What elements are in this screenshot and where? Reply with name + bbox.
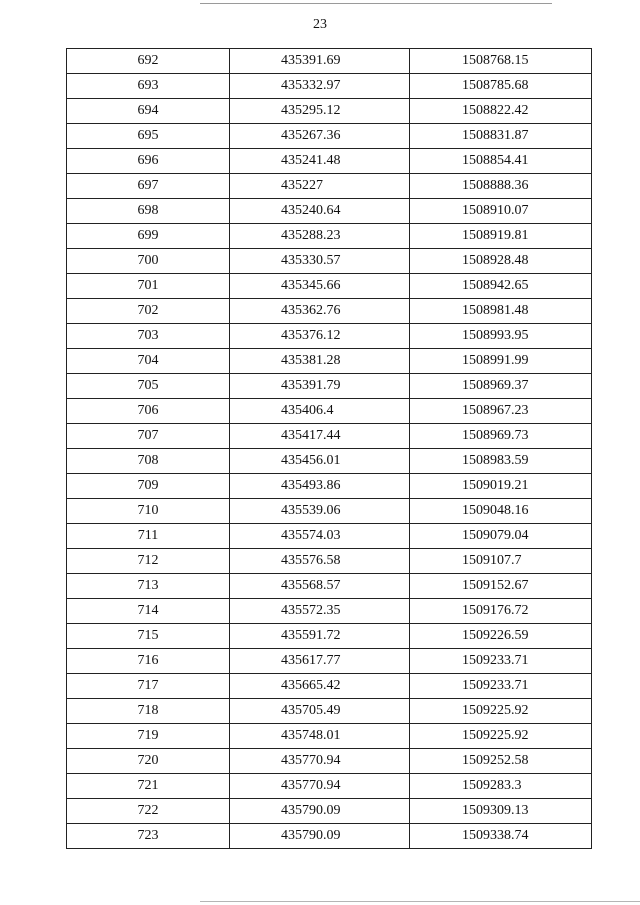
table-row xyxy=(67,374,592,399)
y-coordinate-cell: 1508942.65 xyxy=(410,274,592,299)
table-row xyxy=(67,774,592,799)
y-coordinate-cell: 1509107.7 xyxy=(410,549,592,574)
x-coordinate-cell: 435539.06 xyxy=(230,499,410,524)
y-coordinate-cell: 1508854.41 xyxy=(410,149,592,174)
point-number-cell: 719 xyxy=(67,724,230,749)
point-number-cell: 721 xyxy=(67,774,230,799)
x-coordinate-cell: 435381.28 xyxy=(230,349,410,374)
x-coordinate-cell: 435748.01 xyxy=(230,724,410,749)
table-row xyxy=(67,99,592,124)
point-number-cell: 692 xyxy=(67,49,230,74)
table-row xyxy=(67,824,592,849)
x-coordinate-cell: 435295.12 xyxy=(230,99,410,124)
point-number-cell: 697 xyxy=(67,174,230,199)
point-number-cell: 720 xyxy=(67,749,230,774)
x-coordinate-cell: 435417.44 xyxy=(230,424,410,449)
bottom-scan-rule xyxy=(200,901,640,902)
x-coordinate-cell: 435665.42 xyxy=(230,674,410,699)
y-coordinate-cell: 1508910.07 xyxy=(410,199,592,224)
table-row xyxy=(67,199,592,224)
point-number-cell: 706 xyxy=(67,399,230,424)
page-number: 23 xyxy=(313,17,327,32)
table-row xyxy=(67,324,592,349)
coordinates-table xyxy=(66,48,592,849)
table-row xyxy=(67,699,592,724)
table-row xyxy=(67,149,592,174)
y-coordinate-cell: 1509048.16 xyxy=(410,499,592,524)
point-number-cell: 693 xyxy=(67,74,230,99)
point-number-cell: 701 xyxy=(67,274,230,299)
x-coordinate-cell: 435241.48 xyxy=(230,149,410,174)
y-coordinate-cell: 1508993.95 xyxy=(410,324,592,349)
table-row xyxy=(67,549,592,574)
point-number-cell: 716 xyxy=(67,649,230,674)
y-coordinate-cell: 1509226.59 xyxy=(410,624,592,649)
table-row xyxy=(67,174,592,199)
y-coordinate-cell: 1508919.81 xyxy=(410,224,592,249)
table-row xyxy=(67,274,592,299)
x-coordinate-cell: 435345.66 xyxy=(230,274,410,299)
point-number-cell: 700 xyxy=(67,249,230,274)
table-row xyxy=(67,299,592,324)
point-number-cell: 705 xyxy=(67,374,230,399)
y-coordinate-cell: 1509225.92 xyxy=(410,699,592,724)
x-coordinate-cell: 435456.01 xyxy=(230,449,410,474)
point-number-cell: 723 xyxy=(67,824,230,849)
point-number-cell: 715 xyxy=(67,624,230,649)
x-coordinate-cell: 435376.12 xyxy=(230,324,410,349)
x-coordinate-cell: 435568.57 xyxy=(230,574,410,599)
x-coordinate-cell: 435227 xyxy=(230,174,410,199)
point-number-cell: 699 xyxy=(67,224,230,249)
point-number-cell: 708 xyxy=(67,449,230,474)
point-number-cell: 712 xyxy=(67,549,230,574)
y-coordinate-cell: 1509152.67 xyxy=(410,574,592,599)
coordinates-table-body xyxy=(67,49,592,849)
point-number-cell: 717 xyxy=(67,674,230,699)
point-number-cell: 698 xyxy=(67,199,230,224)
table-row xyxy=(67,499,592,524)
table-row xyxy=(67,249,592,274)
table-row xyxy=(67,649,592,674)
y-coordinate-cell: 1509309.13 xyxy=(410,799,592,824)
table-row xyxy=(67,474,592,499)
table-row xyxy=(67,749,592,774)
y-coordinate-cell: 1509233.71 xyxy=(410,649,592,674)
table-row xyxy=(67,49,592,74)
x-coordinate-cell: 435705.49 xyxy=(230,699,410,724)
table-row xyxy=(67,74,592,99)
y-coordinate-cell: 1508888.36 xyxy=(410,174,592,199)
point-number-cell: 696 xyxy=(67,149,230,174)
table-row xyxy=(67,599,592,624)
table-row xyxy=(67,724,592,749)
point-number-cell: 707 xyxy=(67,424,230,449)
x-coordinate-cell: 435574.03 xyxy=(230,524,410,549)
x-coordinate-cell: 435576.58 xyxy=(230,549,410,574)
y-coordinate-cell: 1509338.74 xyxy=(410,824,592,849)
y-coordinate-cell: 1508928.48 xyxy=(410,249,592,274)
point-number-cell: 710 xyxy=(67,499,230,524)
point-number-cell: 702 xyxy=(67,299,230,324)
y-coordinate-cell: 1509233.71 xyxy=(410,674,592,699)
y-coordinate-cell: 1509225.92 xyxy=(410,724,592,749)
table-row xyxy=(67,424,592,449)
y-coordinate-cell: 1508831.87 xyxy=(410,124,592,149)
y-coordinate-cell: 1509019.21 xyxy=(410,474,592,499)
y-coordinate-cell: 1509176.72 xyxy=(410,599,592,624)
table-row xyxy=(67,399,592,424)
y-coordinate-cell: 1508822.42 xyxy=(410,99,592,124)
point-number-cell: 694 xyxy=(67,99,230,124)
y-coordinate-cell: 1508983.59 xyxy=(410,449,592,474)
y-coordinate-cell: 1508785.68 xyxy=(410,74,592,99)
y-coordinate-cell: 1509252.58 xyxy=(410,749,592,774)
y-coordinate-cell: 1508969.37 xyxy=(410,374,592,399)
y-coordinate-cell: 1508768.15 xyxy=(410,49,592,74)
y-coordinate-cell: 1509079.04 xyxy=(410,524,592,549)
x-coordinate-cell: 435406.4 xyxy=(230,399,410,424)
point-number-cell: 709 xyxy=(67,474,230,499)
y-coordinate-cell: 1508991.99 xyxy=(410,349,592,374)
table-row xyxy=(67,799,592,824)
point-number-cell: 718 xyxy=(67,699,230,724)
x-coordinate-cell: 435591.72 xyxy=(230,624,410,649)
y-coordinate-cell: 1508967.23 xyxy=(410,399,592,424)
table-row xyxy=(67,624,592,649)
point-number-cell: 703 xyxy=(67,324,230,349)
x-coordinate-cell: 435493.86 xyxy=(230,474,410,499)
y-coordinate-cell: 1508969.73 xyxy=(410,424,592,449)
table-row xyxy=(67,524,592,549)
x-coordinate-cell: 435240.64 xyxy=(230,199,410,224)
point-number-cell: 713 xyxy=(67,574,230,599)
x-coordinate-cell: 435617.77 xyxy=(230,649,410,674)
x-coordinate-cell: 435332.97 xyxy=(230,74,410,99)
x-coordinate-cell: 435790.09 xyxy=(230,824,410,849)
point-number-cell: 704 xyxy=(67,349,230,374)
x-coordinate-cell: 435288.23 xyxy=(230,224,410,249)
point-number-cell: 722 xyxy=(67,799,230,824)
table-row xyxy=(67,124,592,149)
x-coordinate-cell: 435267.36 xyxy=(230,124,410,149)
x-coordinate-cell: 435362.76 xyxy=(230,299,410,324)
table-row xyxy=(67,449,592,474)
x-coordinate-cell: 435770.94 xyxy=(230,774,410,799)
y-coordinate-cell: 1508981.48 xyxy=(410,299,592,324)
x-coordinate-cell: 435391.69 xyxy=(230,49,410,74)
y-coordinate-cell: 1509283.3 xyxy=(410,774,592,799)
x-coordinate-cell: 435391.79 xyxy=(230,374,410,399)
point-number-cell: 711 xyxy=(67,524,230,549)
top-scan-rule xyxy=(200,3,552,4)
table-row xyxy=(67,674,592,699)
x-coordinate-cell: 435330.57 xyxy=(230,249,410,274)
table-row xyxy=(67,224,592,249)
table-row xyxy=(67,349,592,374)
x-coordinate-cell: 435770.94 xyxy=(230,749,410,774)
x-coordinate-cell: 435790.09 xyxy=(230,799,410,824)
point-number-cell: 714 xyxy=(67,599,230,624)
table-row xyxy=(67,574,592,599)
point-number-cell: 695 xyxy=(67,124,230,149)
x-coordinate-cell: 435572.35 xyxy=(230,599,410,624)
